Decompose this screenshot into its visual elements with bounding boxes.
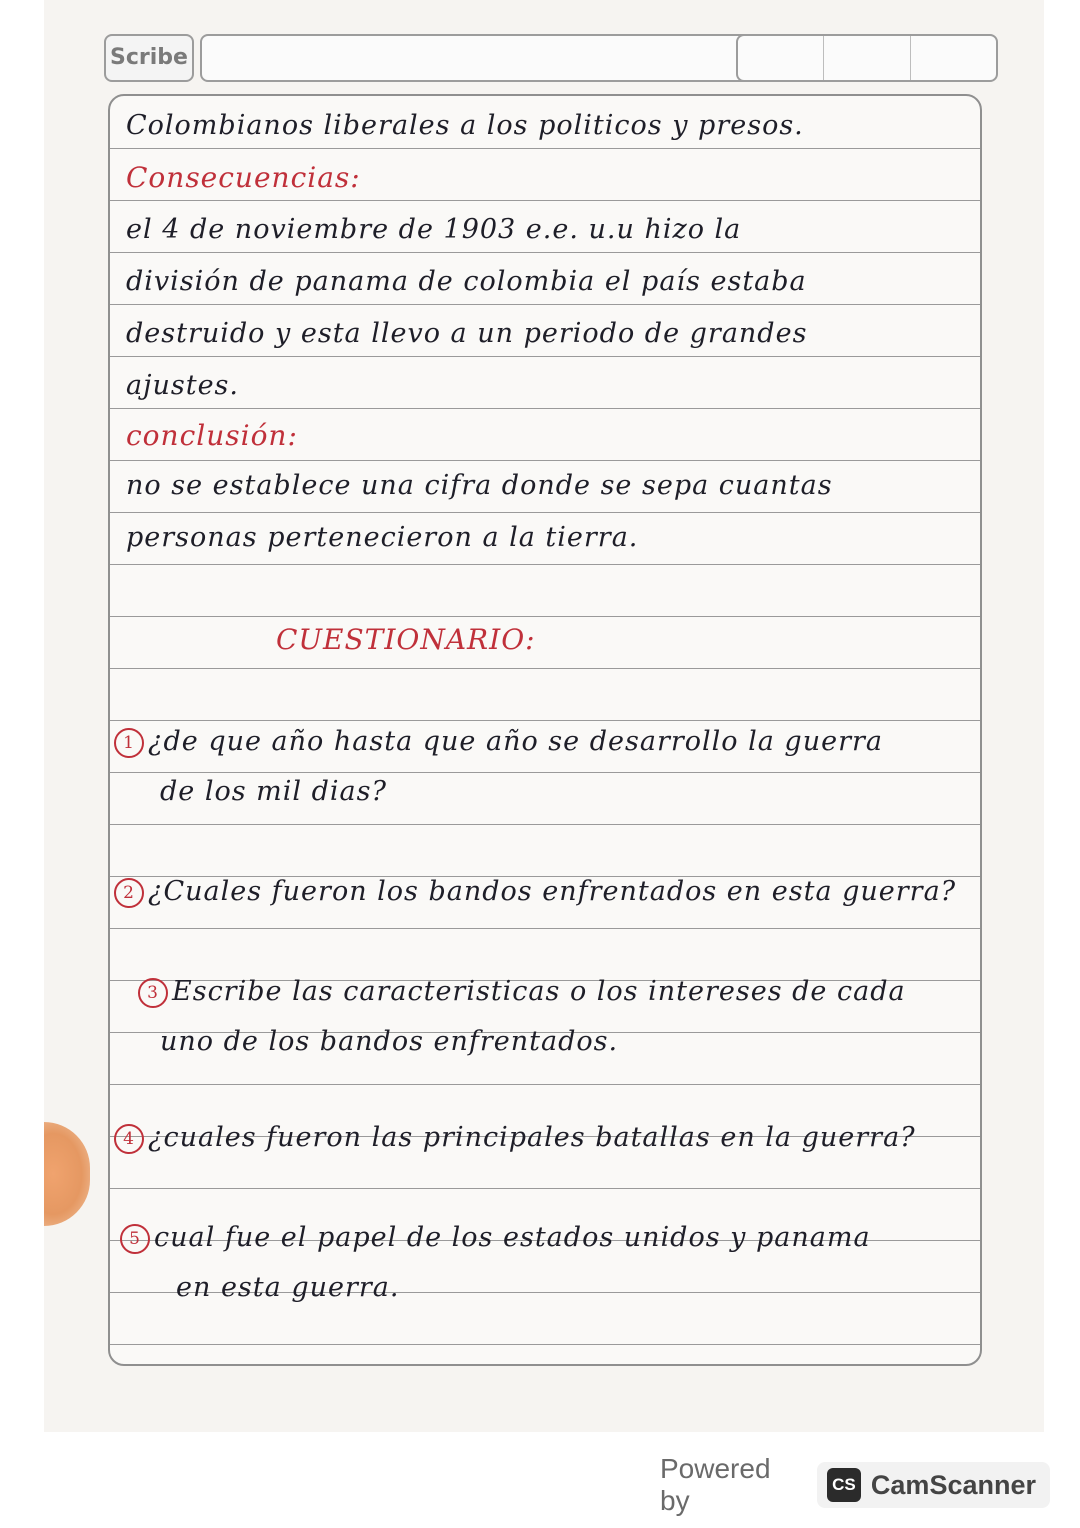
ruled-line [110,564,980,565]
question-1 [114,716,966,768]
ruled-line [110,1084,980,1085]
question-1-continued: de los mil dias? [160,776,387,807]
date-cell [738,36,824,80]
question-number-badge: 2 [114,878,144,908]
question-3 [138,966,966,1018]
question-4 [114,1112,966,1164]
question-2 [114,866,966,918]
question-number-badge: 3 [138,978,168,1008]
question-text: ¿Cuales fueron los bandos enfrentados en esta guerra? [148,876,957,907]
ruled-line [110,824,980,825]
question-number-badge: 4 [114,1124,144,1154]
notebook-brand-logo: Scribe [104,34,194,82]
question-5 [120,1212,966,1264]
notebook-date-box [736,34,998,82]
powered-by-text: Powered by [660,1453,771,1516]
lined-sheet [108,94,982,1366]
ruled-line [110,668,980,669]
conclusion-line: no se establece una cifra donde se sepa cuantas [126,470,833,501]
question-5-continued: en esta guerra. [176,1272,400,1303]
question-number-badge: 5 [120,1224,150,1254]
consecuencias-line: ajustes. [126,370,239,401]
question-text: ¿de que año hasta que año se desarrollo la guerra [148,726,883,757]
camscanner-badge [817,1462,1050,1508]
ruled-line [110,1344,980,1345]
conclusion-line: personas pertenecieron a la tierra. [126,522,639,553]
camscanner-logo-icon: CS [827,1468,861,1502]
consecuencias-line: destruido y esta llevo a un periodo de grandes [126,318,808,349]
question-3-continued: uno de los bandos enfrentados. [160,1026,619,1057]
notebook-header [104,28,996,84]
consecuencias-line: el 4 de noviembre de 1903 e.e. u.u hizo la [126,214,742,245]
question-text: cual fue el papel de los estados unidos y panama [154,1222,871,1253]
question-text: ¿cuales fueron las principales batallas en la guerra? [148,1122,916,1153]
notebook-title-box [200,34,826,82]
consecuencias-line: división de panama de colombia el país estaba [126,266,807,297]
conclusion-heading: conclusión: [126,419,298,452]
ruled-line [110,928,980,929]
question-number-badge: 1 [114,728,144,758]
date-cell [911,36,996,80]
ruled-line [110,1188,980,1189]
question-text: Escribe las caracteristicas o los intereses de cada [172,976,906,1007]
intro-line: Colombianos liberales a los politicos y presos. [126,110,804,141]
camscanner-watermark [660,1453,1050,1516]
cuestionario-heading: CUESTIONARIO: [276,623,536,656]
camscanner-name: CamScanner [870,1469,1036,1500]
consecuencias-heading: Consecuencias: [126,161,361,194]
date-cell [824,36,910,80]
